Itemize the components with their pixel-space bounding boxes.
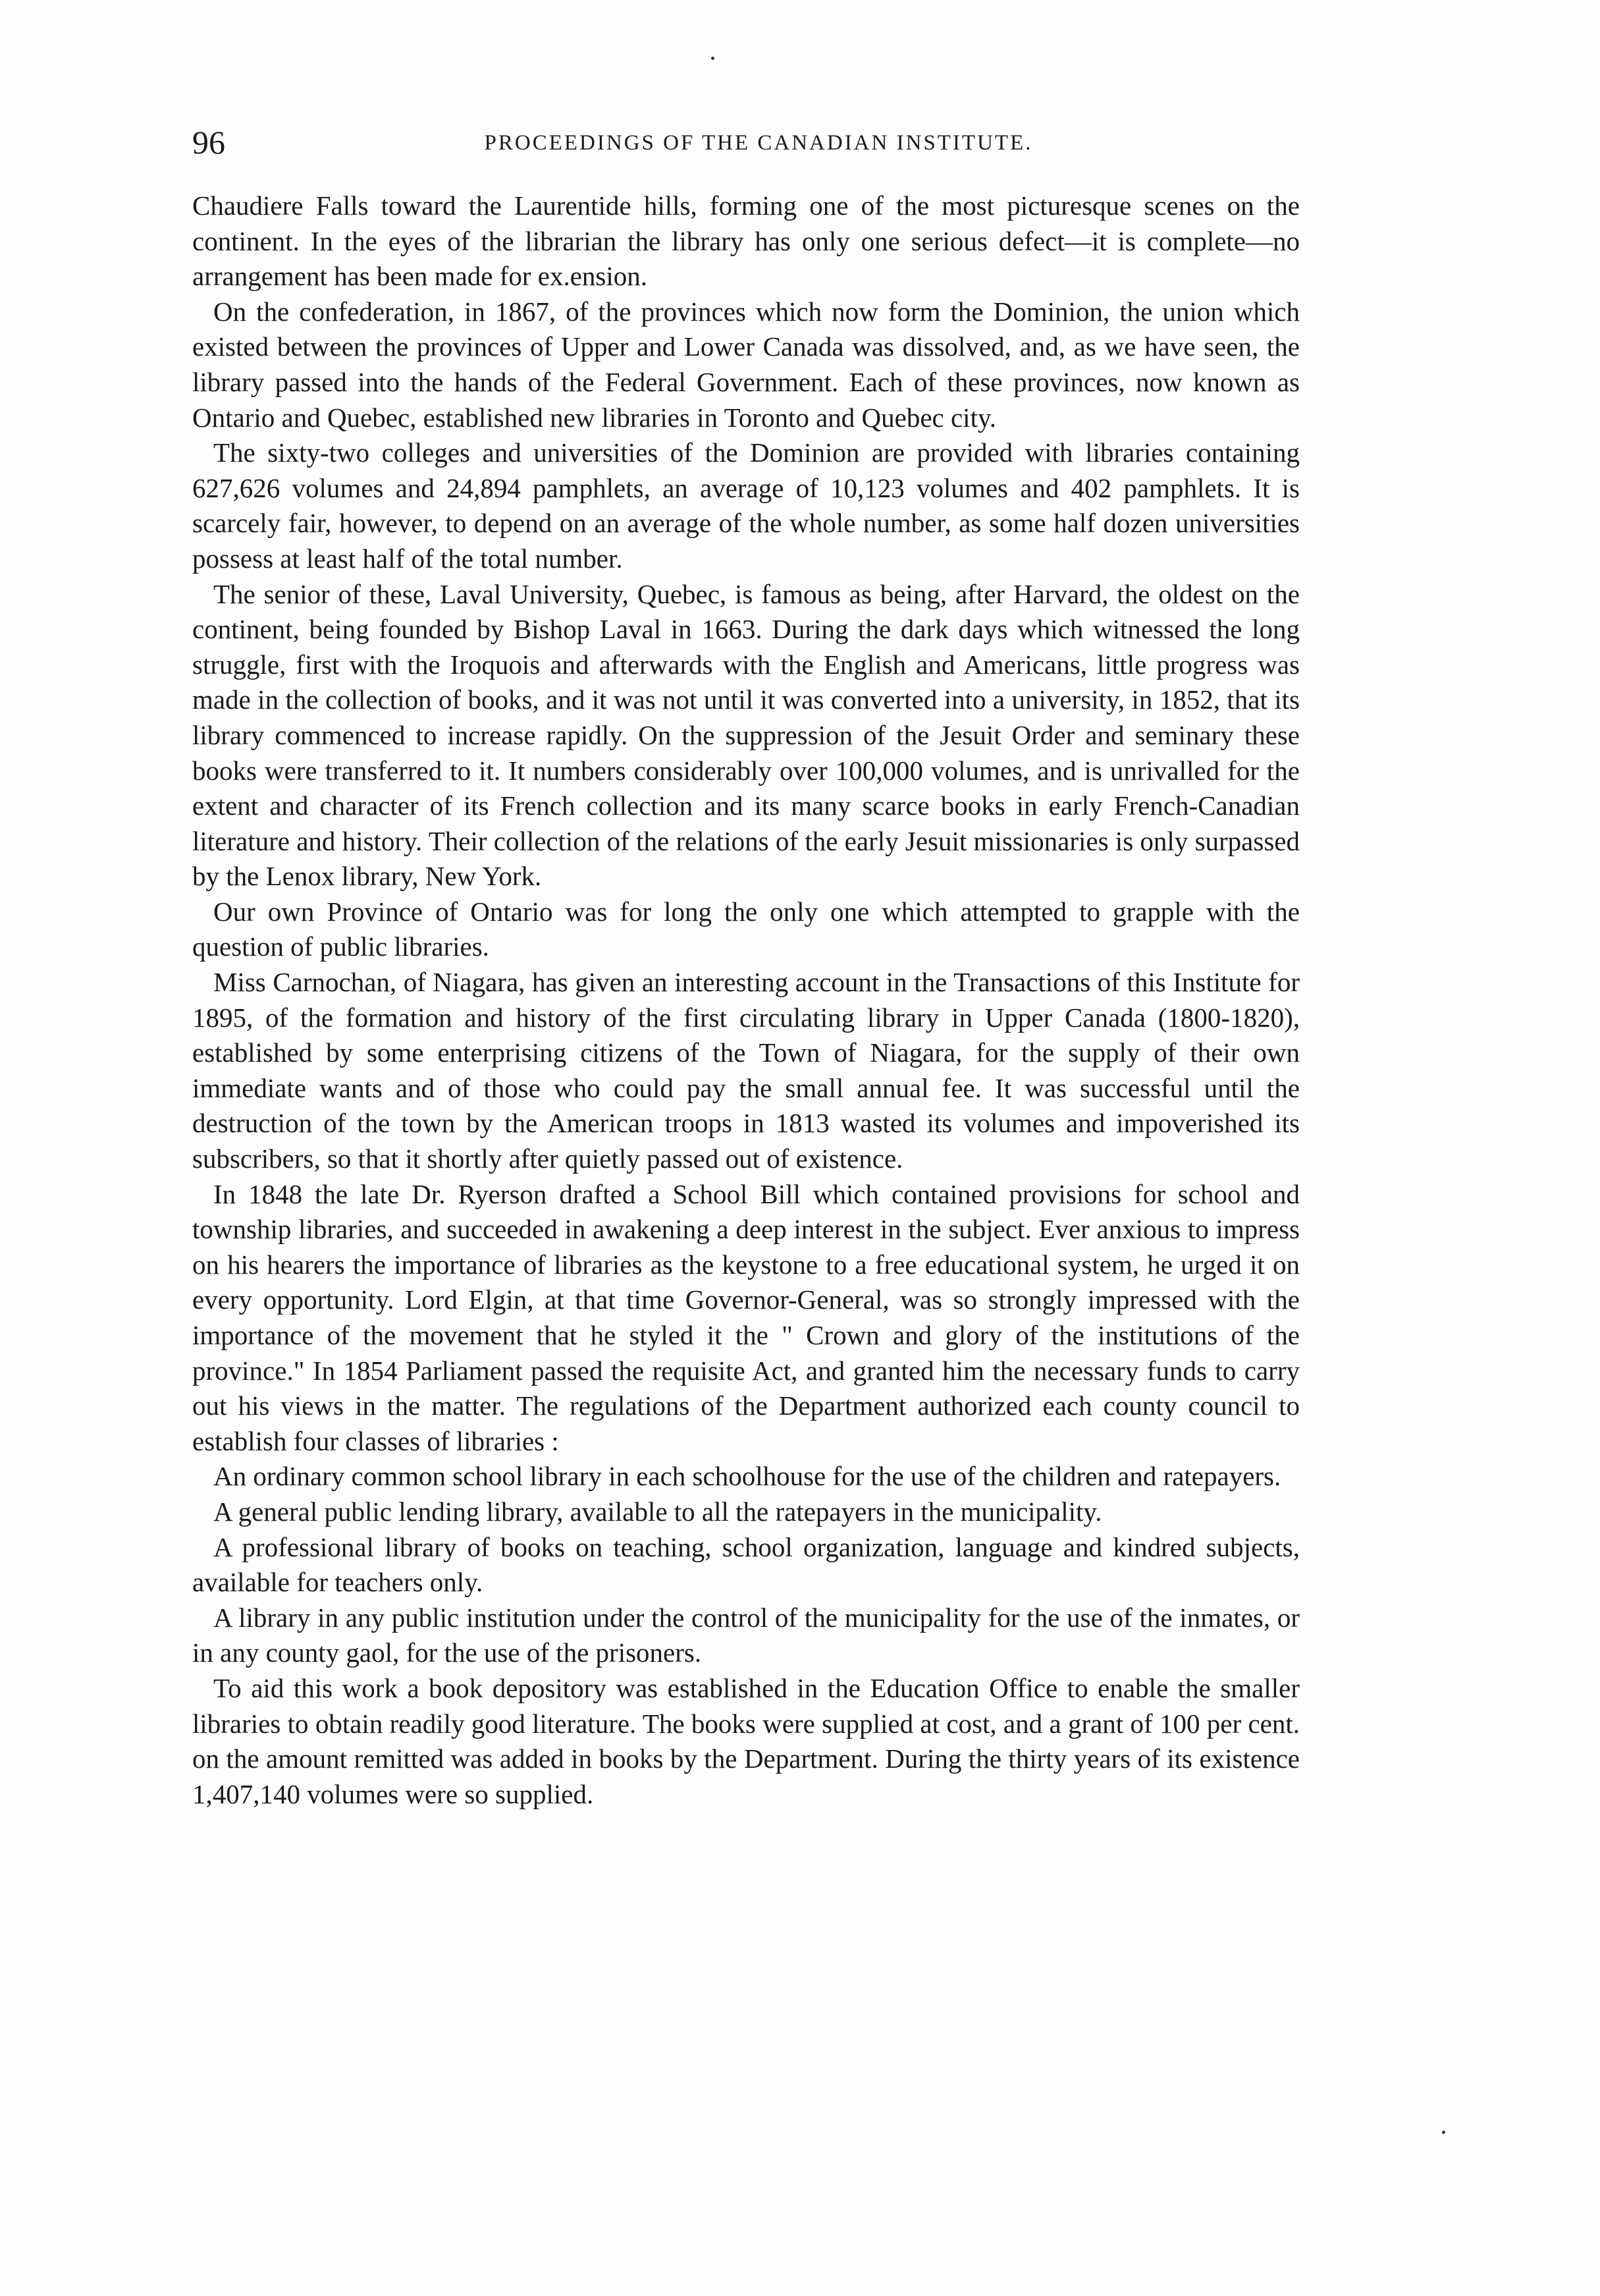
running-title: PROCEEDINGS OF THE CANADIAN INSTITUTE.	[484, 131, 1033, 155]
body-text	[192, 188, 1300, 1812]
library-class-item: A library in any public institution under the control of the municipality for the use of the inmates, or in any county gaol, for the use of the prisoners.	[192, 1602, 1300, 1668]
library-class-item: A professional library of books on teaching, school organization, language and kindred subjects, available for teachers only.	[192, 1531, 1300, 1598]
paragraph: In 1848 the late Dr. Ryerson drafted a School Bill which contained provisions for school and township libraries, and succeeded in awakening a deep interest in the subject. Ever anxious to impress on his hearers the importance of libraries as the keystone to a free educational system, he urged it on every opportunity. Lord Elgin, at that time Governor-General, was so strongly impressed with the importance of the movement that he styled it the " Crown and glory of the institutions of the province." In 1854 Parliament passed the requisite Act, and granted him the necessary funds to carry out his views in the matter. The regulations of the Department authorized each county council to establish four classes of libraries :	[192, 1178, 1300, 1456]
paragraph: The sixty-two colleges and universities of the Dominion are provided with libraries containing 627,626 volumes and 24,894 pamphlets, an average of 10,123 volumes and 402 pamphlets. It is scarcely fair, however, to depend on an average of the whole number, as some half dozen universities possess at least half of the total number.	[192, 437, 1300, 574]
ink-speck	[1442, 2131, 1445, 2134]
page-header	[192, 123, 1298, 169]
ink-speck	[711, 57, 714, 60]
paragraph: Miss Carnochan, of Niagara, has given an interesting account in the Transactions of this Institute for 1895, of the formation and history of the first circulating library in Upper Canada (1800-1820), established by some enterprising citizens of the Town of Niagara, for the supply of their own immediate wants and of those who could pay the small annual fee. It was successful until the destruction of the town by the American troops in 1813 wasted its volumes and impoverished its subscribers, so that it shortly after quietly passed out of existence.	[192, 967, 1300, 1174]
paragraph: On the confederation, in 1867, of the provinces which now form the Dominion, the union which existed between the provinces of Upper and Lower Canada was dissolved, and, as we have seen, the library passed into the hands of the Federal Government. Each of these provinces, now known as Ontario and Quebec, established new libraries in Toronto and Quebec city.	[192, 296, 1300, 433]
paragraph: Chaudiere Falls toward the Laurentide hills, forming one of the most picturesque scenes on the continent. In the eyes of the librarian the library has only one serious defect—it is complete—no arrangement has been made for ex.ension.	[192, 190, 1300, 292]
paragraph: To aid this work a book depository was established in the Education Office to enable the smaller libraries to obtain readily good literature. The books were supplied at cost, and a grant of 100 per cent. on the amount remitted was added in books by the Department. During the thirty years of its existence 1,407,140 volumes were so supplied.	[192, 1672, 1300, 1809]
paragraph: The senior of these, Laval University, Quebec, is famous as being, after Harvard, the oldest on the continent, being founded by Bishop Laval in 1663. During the dark days which witnessed the long struggle, first with the Iroquois and afterwards with the English and Americans, little progress was made in the collection of books, and it was not until it was converted into a university, in 1852, that its library commenced to increase rapidly. On the suppression of the Jesuit Order and seminary these books were transferred to it. It numbers considerably over 100,000 volumes, and is unrivalled for the extent and character of its French collection and its many scarce books in early French-Canadian literature and history. Their collection of the relations of the early Jesuit missionaries is only surpassed by the Lenox library, New York.	[192, 578, 1300, 892]
library-class-item: A general public lending library, available to all the ratepayers in the municipality.	[213, 1496, 1102, 1527]
paragraph: Our own Province of Ontario was for long the only one which attempted to grapple with the question of public libraries.	[192, 896, 1300, 962]
library-class-item: An ordinary common school library in each schoolhouse for the use of the children and ratepayers.	[213, 1461, 1281, 1492]
page-number: 96	[192, 124, 225, 161]
